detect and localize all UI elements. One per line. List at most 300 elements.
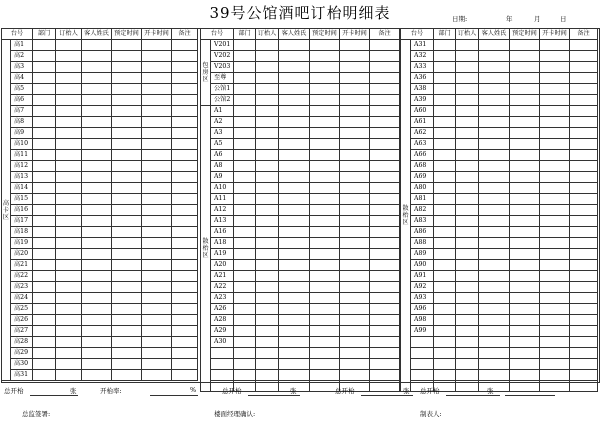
department-cell[interactable]	[434, 282, 456, 293]
department-cell[interactable]	[234, 359, 256, 370]
open-time-cell[interactable]	[142, 84, 172, 95]
guest-surname-cell[interactable]	[279, 161, 310, 172]
remarks-cell[interactable]	[370, 117, 400, 128]
department-cell[interactable]	[434, 150, 456, 161]
booker-cell[interactable]	[56, 205, 82, 216]
booker-cell[interactable]	[256, 172, 279, 183]
booker-cell[interactable]	[456, 337, 479, 348]
booking-time-cell[interactable]	[112, 359, 142, 370]
booker-cell[interactable]	[256, 84, 279, 95]
booker-cell[interactable]	[456, 205, 479, 216]
booker-cell[interactable]	[256, 161, 279, 172]
open-time-cell[interactable]	[540, 249, 570, 260]
department-cell[interactable]	[434, 95, 456, 106]
booker-cell[interactable]	[456, 370, 479, 381]
department-cell[interactable]	[434, 271, 456, 282]
booker-cell[interactable]	[456, 271, 479, 282]
booker-cell[interactable]	[256, 326, 279, 337]
booking-time-cell[interactable]	[510, 381, 540, 392]
guest-surname-cell[interactable]	[479, 348, 510, 359]
remarks-cell[interactable]	[370, 315, 400, 326]
remarks-cell[interactable]	[172, 249, 198, 260]
booking-time-cell[interactable]	[112, 326, 142, 337]
guest-surname-cell[interactable]	[479, 150, 510, 161]
guest-surname-cell[interactable]	[279, 62, 310, 73]
open-time-cell[interactable]	[142, 117, 172, 128]
booker-cell[interactable]	[56, 304, 82, 315]
remarks-cell[interactable]	[370, 359, 400, 370]
booker-cell[interactable]	[456, 73, 479, 84]
open-time-cell[interactable]	[142, 51, 172, 62]
remarks-cell[interactable]	[370, 370, 400, 381]
booking-time-cell[interactable]	[112, 40, 142, 51]
booking-time-cell[interactable]	[112, 282, 142, 293]
guest-surname-cell[interactable]	[479, 293, 510, 304]
booking-time-cell[interactable]	[510, 293, 540, 304]
remarks-cell[interactable]	[370, 128, 400, 139]
remarks-cell[interactable]	[370, 326, 400, 337]
open-time-cell[interactable]	[340, 238, 370, 249]
open-time-cell[interactable]	[540, 293, 570, 304]
booking-time-cell[interactable]	[310, 249, 340, 260]
open-time-cell[interactable]	[540, 304, 570, 315]
open-time-cell[interactable]	[540, 139, 570, 150]
booker-cell[interactable]	[56, 161, 82, 172]
remarks-cell[interactable]	[570, 282, 598, 293]
remarks-cell[interactable]	[570, 150, 598, 161]
booking-time-cell[interactable]	[510, 271, 540, 282]
guest-surname-cell[interactable]	[82, 51, 112, 62]
remarks-cell[interactable]	[570, 216, 598, 227]
booking-time-cell[interactable]	[112, 370, 142, 381]
department-cell[interactable]	[234, 106, 256, 117]
booking-time-cell[interactable]	[510, 205, 540, 216]
department-cell[interactable]	[434, 348, 456, 359]
department-cell[interactable]	[434, 194, 456, 205]
department-cell[interactable]	[33, 216, 56, 227]
booking-time-cell[interactable]	[310, 282, 340, 293]
booking-time-cell[interactable]	[112, 304, 142, 315]
open-time-cell[interactable]	[142, 293, 172, 304]
guest-surname-cell[interactable]	[479, 128, 510, 139]
booker-cell[interactable]	[256, 40, 279, 51]
booking-time-cell[interactable]	[310, 84, 340, 95]
remarks-cell[interactable]	[172, 271, 198, 282]
open-time-cell[interactable]	[340, 106, 370, 117]
remarks-cell[interactable]	[570, 84, 598, 95]
booking-time-cell[interactable]	[112, 216, 142, 227]
department-cell[interactable]	[33, 304, 56, 315]
open-time-cell[interactable]	[540, 194, 570, 205]
department-cell[interactable]	[33, 271, 56, 282]
open-time-cell[interactable]	[142, 260, 172, 271]
booker-cell[interactable]	[256, 293, 279, 304]
department-cell[interactable]	[234, 205, 256, 216]
booking-time-cell[interactable]	[310, 326, 340, 337]
booker-cell[interactable]	[256, 337, 279, 348]
guest-surname-cell[interactable]	[279, 205, 310, 216]
remarks-cell[interactable]	[172, 84, 198, 95]
guest-surname-cell[interactable]	[82, 183, 112, 194]
department-cell[interactable]	[33, 337, 56, 348]
booker-cell[interactable]	[456, 326, 479, 337]
booking-time-cell[interactable]	[310, 315, 340, 326]
open-time-cell[interactable]	[142, 370, 172, 381]
open-time-cell[interactable]	[142, 348, 172, 359]
booker-cell[interactable]	[256, 117, 279, 128]
open-time-cell[interactable]	[540, 150, 570, 161]
booking-time-cell[interactable]	[112, 315, 142, 326]
guest-surname-cell[interactable]	[279, 337, 310, 348]
department-cell[interactable]	[234, 249, 256, 260]
open-time-cell[interactable]	[340, 260, 370, 271]
booking-time-cell[interactable]	[310, 40, 340, 51]
open-time-cell[interactable]	[142, 249, 172, 260]
booking-time-cell[interactable]	[310, 337, 340, 348]
remarks-cell[interactable]	[570, 73, 598, 84]
open-time-cell[interactable]	[142, 326, 172, 337]
booker-cell[interactable]	[256, 370, 279, 381]
booking-time-cell[interactable]	[310, 205, 340, 216]
remarks-cell[interactable]	[370, 381, 400, 392]
open-time-cell[interactable]	[540, 238, 570, 249]
guest-surname-cell[interactable]	[479, 359, 510, 370]
booker-cell[interactable]	[256, 216, 279, 227]
remarks-cell[interactable]	[370, 51, 400, 62]
booking-time-cell[interactable]	[310, 95, 340, 106]
booking-time-cell[interactable]	[112, 161, 142, 172]
booker-cell[interactable]	[56, 139, 82, 150]
open-time-cell[interactable]	[340, 249, 370, 260]
booker-cell[interactable]	[56, 128, 82, 139]
guest-surname-cell[interactable]	[279, 326, 310, 337]
booker-cell[interactable]	[256, 249, 279, 260]
booking-time-cell[interactable]	[310, 293, 340, 304]
open-time-cell[interactable]	[142, 238, 172, 249]
remarks-cell[interactable]	[370, 62, 400, 73]
booker-cell[interactable]	[456, 194, 479, 205]
department-cell[interactable]	[33, 172, 56, 183]
booker-cell[interactable]	[456, 381, 479, 392]
booking-time-cell[interactable]	[112, 293, 142, 304]
guest-surname-cell[interactable]	[479, 337, 510, 348]
open-time-cell[interactable]	[340, 51, 370, 62]
remarks-cell[interactable]	[172, 51, 198, 62]
open-time-cell[interactable]	[540, 227, 570, 238]
booker-cell[interactable]	[456, 260, 479, 271]
booking-time-cell[interactable]	[112, 227, 142, 238]
remarks-cell[interactable]	[570, 370, 598, 381]
department-cell[interactable]	[434, 216, 456, 227]
guest-surname-cell[interactable]	[279, 293, 310, 304]
booking-time-cell[interactable]	[510, 139, 540, 150]
guest-surname-cell[interactable]	[479, 84, 510, 95]
guest-surname-cell[interactable]	[279, 315, 310, 326]
booker-cell[interactable]	[456, 62, 479, 73]
open-time-cell[interactable]	[142, 227, 172, 238]
guest-surname-cell[interactable]	[279, 40, 310, 51]
open-time-cell[interactable]	[540, 62, 570, 73]
guest-surname-cell[interactable]	[479, 40, 510, 51]
guest-surname-cell[interactable]	[82, 337, 112, 348]
guest-surname-cell[interactable]	[479, 260, 510, 271]
booker-cell[interactable]	[56, 51, 82, 62]
remarks-cell[interactable]	[370, 106, 400, 117]
open-time-cell[interactable]	[540, 84, 570, 95]
guest-surname-cell[interactable]	[82, 161, 112, 172]
guest-surname-cell[interactable]	[82, 260, 112, 271]
guest-surname-cell[interactable]	[479, 51, 510, 62]
department-cell[interactable]	[234, 304, 256, 315]
department-cell[interactable]	[234, 62, 256, 73]
open-time-cell[interactable]	[540, 40, 570, 51]
guest-surname-cell[interactable]	[479, 238, 510, 249]
booker-cell[interactable]	[256, 260, 279, 271]
open-time-cell[interactable]	[340, 282, 370, 293]
booking-time-cell[interactable]	[510, 370, 540, 381]
department-cell[interactable]	[234, 370, 256, 381]
department-cell[interactable]	[434, 183, 456, 194]
remarks-cell[interactable]	[370, 293, 400, 304]
booker-cell[interactable]	[56, 260, 82, 271]
booker-cell[interactable]	[56, 62, 82, 73]
booking-time-cell[interactable]	[510, 161, 540, 172]
department-cell[interactable]	[234, 150, 256, 161]
open-time-cell[interactable]	[540, 172, 570, 183]
booking-time-cell[interactable]	[112, 348, 142, 359]
booking-time-cell[interactable]	[112, 249, 142, 260]
department-cell[interactable]	[33, 73, 56, 84]
open-time-cell[interactable]	[142, 95, 172, 106]
booker-cell[interactable]	[256, 205, 279, 216]
booker-cell[interactable]	[456, 172, 479, 183]
guest-surname-cell[interactable]	[82, 106, 112, 117]
remarks-cell[interactable]	[370, 249, 400, 260]
open-time-cell[interactable]	[340, 62, 370, 73]
department-cell[interactable]	[33, 117, 56, 128]
department-cell[interactable]	[234, 337, 256, 348]
department-cell[interactable]	[434, 40, 456, 51]
booking-time-cell[interactable]	[310, 183, 340, 194]
open-time-cell[interactable]	[540, 128, 570, 139]
department-cell[interactable]	[33, 139, 56, 150]
booking-time-cell[interactable]	[310, 106, 340, 117]
remarks-cell[interactable]	[172, 183, 198, 194]
remarks-cell[interactable]	[172, 359, 198, 370]
booking-time-cell[interactable]	[310, 370, 340, 381]
department-cell[interactable]	[33, 293, 56, 304]
open-time-cell[interactable]	[340, 150, 370, 161]
guest-surname-cell[interactable]	[82, 304, 112, 315]
open-time-cell[interactable]	[540, 51, 570, 62]
booking-time-cell[interactable]	[310, 238, 340, 249]
remarks-cell[interactable]	[570, 183, 598, 194]
department-cell[interactable]	[434, 304, 456, 315]
booker-cell[interactable]	[56, 326, 82, 337]
booker-cell[interactable]	[456, 315, 479, 326]
guest-surname-cell[interactable]	[82, 282, 112, 293]
remarks-cell[interactable]	[570, 271, 598, 282]
guest-surname-cell[interactable]	[279, 51, 310, 62]
booker-cell[interactable]	[256, 271, 279, 282]
booker-cell[interactable]	[56, 238, 82, 249]
open-time-cell[interactable]	[340, 216, 370, 227]
remarks-cell[interactable]	[570, 205, 598, 216]
open-time-cell[interactable]	[142, 73, 172, 84]
booker-cell[interactable]	[56, 359, 82, 370]
booker-cell[interactable]	[56, 117, 82, 128]
guest-surname-cell[interactable]	[479, 62, 510, 73]
guest-surname-cell[interactable]	[82, 40, 112, 51]
guest-surname-cell[interactable]	[82, 205, 112, 216]
department-cell[interactable]	[434, 106, 456, 117]
guest-surname-cell[interactable]	[479, 227, 510, 238]
booker-cell[interactable]	[256, 128, 279, 139]
booking-time-cell[interactable]	[112, 172, 142, 183]
booker-cell[interactable]	[456, 150, 479, 161]
remarks-cell[interactable]	[570, 315, 598, 326]
remarks-cell[interactable]	[172, 161, 198, 172]
open-time-cell[interactable]	[540, 271, 570, 282]
guest-surname-cell[interactable]	[82, 326, 112, 337]
remarks-cell[interactable]	[370, 84, 400, 95]
booking-time-cell[interactable]	[510, 117, 540, 128]
remarks-cell[interactable]	[172, 238, 198, 249]
remarks-cell[interactable]	[370, 337, 400, 348]
department-cell[interactable]	[33, 128, 56, 139]
guest-surname-cell[interactable]	[82, 370, 112, 381]
remarks-cell[interactable]	[570, 117, 598, 128]
department-cell[interactable]	[234, 260, 256, 271]
guest-surname-cell[interactable]	[82, 249, 112, 260]
department-cell[interactable]	[33, 106, 56, 117]
department-cell[interactable]	[33, 260, 56, 271]
department-cell[interactable]	[234, 227, 256, 238]
remarks-cell[interactable]	[370, 161, 400, 172]
guest-surname-cell[interactable]	[82, 227, 112, 238]
guest-surname-cell[interactable]	[82, 293, 112, 304]
booking-time-cell[interactable]	[510, 304, 540, 315]
guest-surname-cell[interactable]	[279, 227, 310, 238]
open-time-cell[interactable]	[142, 337, 172, 348]
remarks-cell[interactable]	[172, 293, 198, 304]
open-time-cell[interactable]	[340, 84, 370, 95]
booker-cell[interactable]	[56, 194, 82, 205]
booker-cell[interactable]	[456, 128, 479, 139]
guest-surname-cell[interactable]	[82, 271, 112, 282]
department-cell[interactable]	[434, 172, 456, 183]
department-cell[interactable]	[234, 238, 256, 249]
booker-cell[interactable]	[56, 227, 82, 238]
remarks-cell[interactable]	[370, 172, 400, 183]
booking-time-cell[interactable]	[510, 260, 540, 271]
open-time-cell[interactable]	[142, 315, 172, 326]
guest-surname-cell[interactable]	[82, 315, 112, 326]
department-cell[interactable]	[434, 62, 456, 73]
guest-surname-cell[interactable]	[279, 128, 310, 139]
guest-surname-cell[interactable]	[82, 238, 112, 249]
open-time-cell[interactable]	[540, 106, 570, 117]
booking-time-cell[interactable]	[112, 194, 142, 205]
booker-cell[interactable]	[456, 106, 479, 117]
booker-cell[interactable]	[456, 238, 479, 249]
guest-surname-cell[interactable]	[479, 139, 510, 150]
department-cell[interactable]	[33, 161, 56, 172]
remarks-cell[interactable]	[172, 216, 198, 227]
booking-time-cell[interactable]	[112, 238, 142, 249]
guest-surname-cell[interactable]	[82, 139, 112, 150]
open-time-cell[interactable]	[142, 359, 172, 370]
booker-cell[interactable]	[456, 51, 479, 62]
remarks-cell[interactable]	[570, 139, 598, 150]
booker-cell[interactable]	[56, 73, 82, 84]
guest-surname-cell[interactable]	[279, 73, 310, 84]
guest-surname-cell[interactable]	[82, 348, 112, 359]
remarks-cell[interactable]	[172, 370, 198, 381]
booker-cell[interactable]	[256, 238, 279, 249]
remarks-cell[interactable]	[172, 150, 198, 161]
open-time-cell[interactable]	[540, 282, 570, 293]
booking-time-cell[interactable]	[510, 227, 540, 238]
booking-time-cell[interactable]	[510, 315, 540, 326]
booking-time-cell[interactable]	[112, 51, 142, 62]
remarks-cell[interactable]	[570, 337, 598, 348]
guest-surname-cell[interactable]	[479, 271, 510, 282]
open-time-cell[interactable]	[340, 40, 370, 51]
department-cell[interactable]	[434, 337, 456, 348]
open-time-cell[interactable]	[142, 183, 172, 194]
guest-surname-cell[interactable]	[479, 304, 510, 315]
booker-cell[interactable]	[56, 183, 82, 194]
remarks-cell[interactable]	[370, 73, 400, 84]
department-cell[interactable]	[33, 194, 56, 205]
booking-time-cell[interactable]	[310, 51, 340, 62]
department-cell[interactable]	[234, 194, 256, 205]
booking-time-cell[interactable]	[310, 73, 340, 84]
guest-surname-cell[interactable]	[479, 95, 510, 106]
guest-surname-cell[interactable]	[479, 183, 510, 194]
open-time-cell[interactable]	[540, 359, 570, 370]
guest-surname-cell[interactable]	[279, 304, 310, 315]
booking-time-cell[interactable]	[112, 106, 142, 117]
department-cell[interactable]	[33, 183, 56, 194]
remarks-cell[interactable]	[370, 205, 400, 216]
booker-cell[interactable]	[256, 282, 279, 293]
open-time-cell[interactable]	[540, 205, 570, 216]
guest-surname-cell[interactable]	[479, 106, 510, 117]
open-time-cell[interactable]	[540, 381, 570, 392]
department-cell[interactable]	[434, 359, 456, 370]
booking-time-cell[interactable]	[510, 106, 540, 117]
open-time-cell[interactable]	[340, 348, 370, 359]
booking-time-cell[interactable]	[510, 84, 540, 95]
open-time-cell[interactable]	[540, 337, 570, 348]
open-time-cell[interactable]	[340, 304, 370, 315]
guest-surname-cell[interactable]	[279, 370, 310, 381]
guest-surname-cell[interactable]	[279, 117, 310, 128]
guest-surname-cell[interactable]	[82, 62, 112, 73]
booker-cell[interactable]	[256, 183, 279, 194]
guest-surname-cell[interactable]	[479, 216, 510, 227]
guest-surname-cell[interactable]	[82, 95, 112, 106]
booker-cell[interactable]	[456, 139, 479, 150]
department-cell[interactable]	[33, 315, 56, 326]
department-cell[interactable]	[434, 73, 456, 84]
department-cell[interactable]	[234, 282, 256, 293]
department-cell[interactable]	[434, 117, 456, 128]
department-cell[interactable]	[33, 326, 56, 337]
booker-cell[interactable]	[456, 161, 479, 172]
